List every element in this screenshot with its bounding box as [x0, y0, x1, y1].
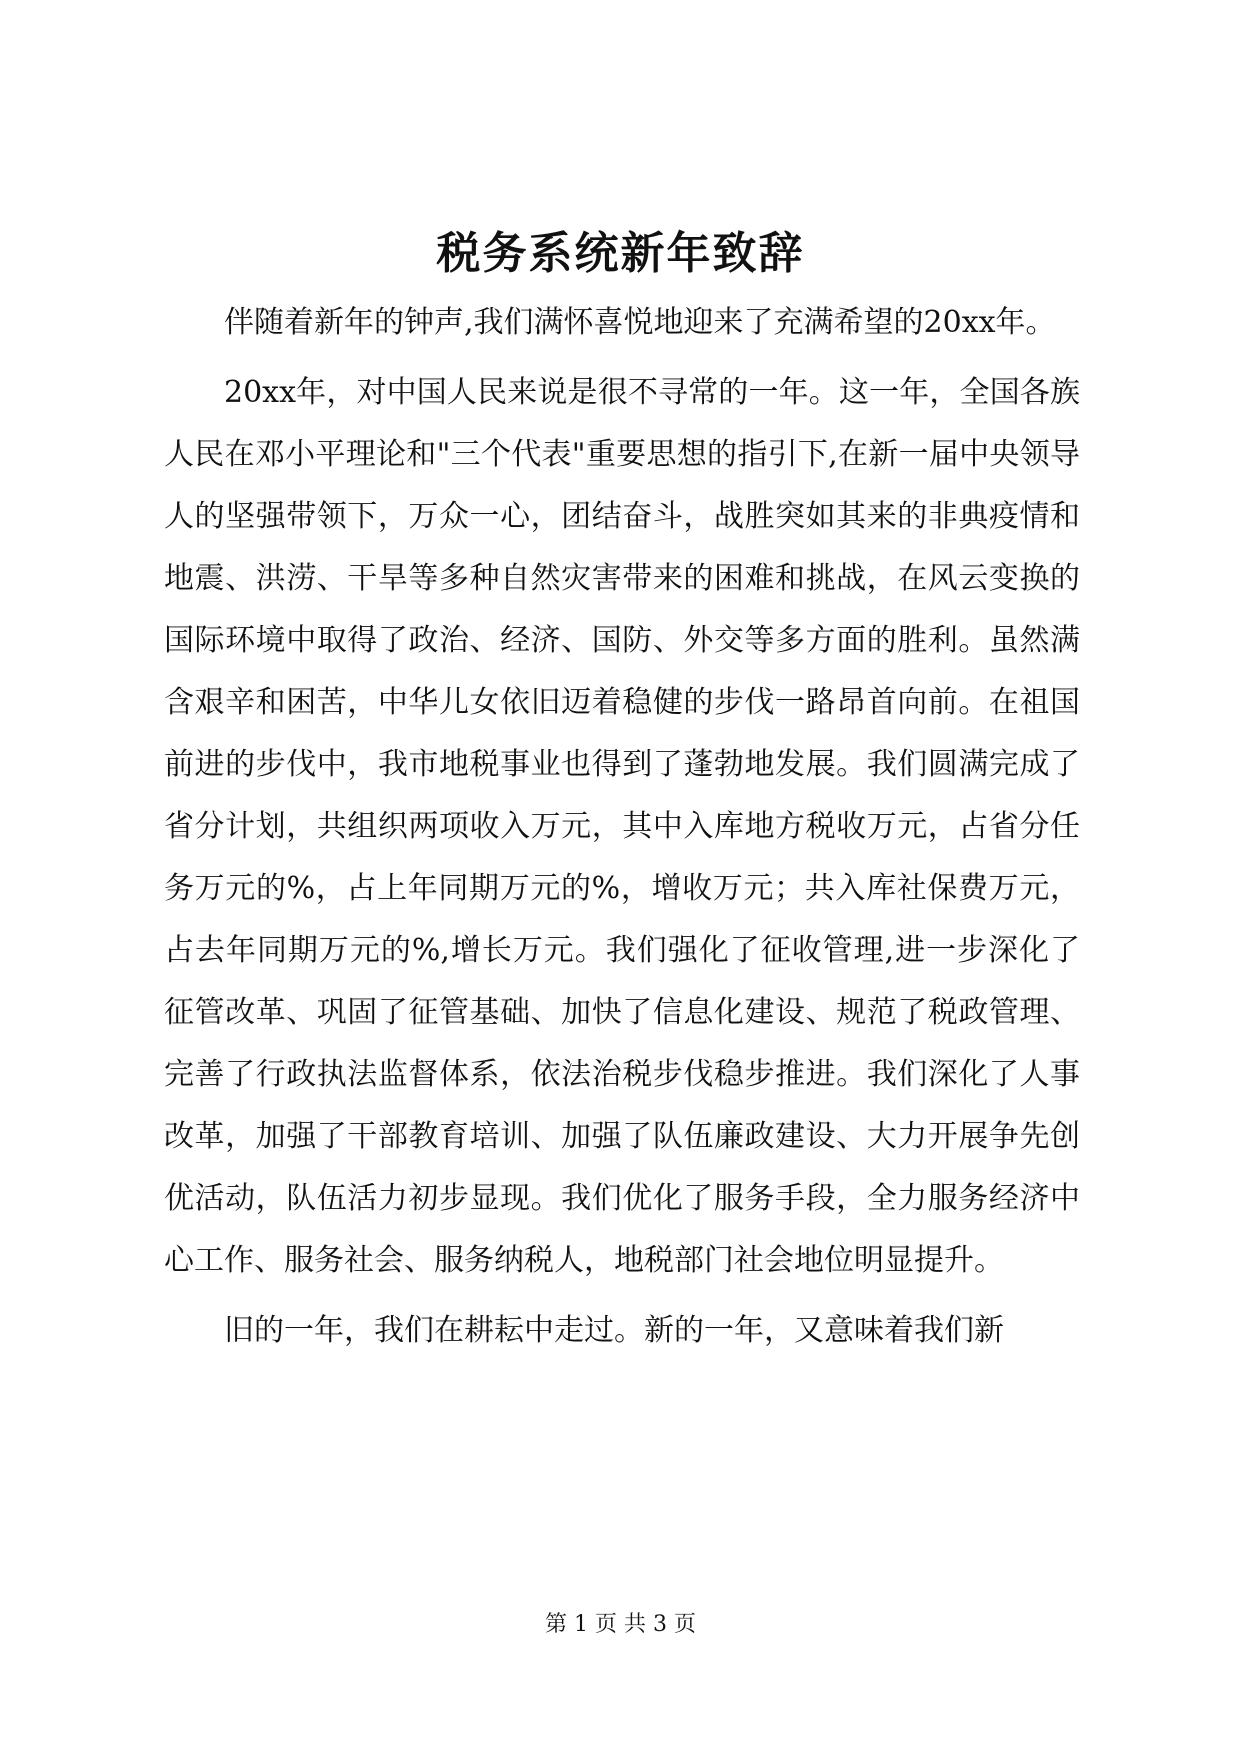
document-title: 税务系统新年致辞 — [436, 228, 805, 279]
page-number-footer: 第 1 页 共 3 页 — [545, 1612, 696, 1637]
paragraph-2: 20xx年，对中国人民来说是很不寻常的一年。这一年，全国各族人民在邓小平理论和"三个代表"重要思想的指引下,在新一届中央领导人的坚强带领下，万众一心，团结奋斗，战胜突如其来的非典疫情和地震、洪涝、干旱等多种自然灾害带来的困难和挑战，在风云变换的国际环境中取得了政治、经济、国防、外交等多方面的胜利。虽然满含艰辛和困苦，中华儿女依旧迈着稳健的步伐一路昂首向前。在祖国前进的步伐中，我市地税事业也得到了蓬勃地发展。我们圆满完成了省分计划，共组织两项收入万元，其中入库地方税收万元，占省分任务万元的%，占上年同期万元的%，增收万元；共入库社保费万元，占去年同期万元的%,增长万元。我们强化了征收管理,进一步深化了征管改革、巩固了征管基础、加快了信息化建设、规范了税政管理、完善了行政执法监督体系，依法治税步伐稳步推进。我们深化了人事改革，加强了干部教育培训、加强了队伍廉政建设、大力开展争先创优活动，队伍活力初步显现。我们优化了服务手段，全力服务经济中心工作、服务社会、服务纳税人，地税部门社会地位明显提升。 — [164, 375, 1080, 1278]
paragraph-3: 旧的一年，我们在耕耘中走过。新的一年，又意味着我们新 — [224, 1313, 1004, 1348]
paragraph-1: 伴随着新年的钟声,我们满怀喜悦地迎来了充满希望的20xx年。 — [224, 305, 1056, 340]
document-body — [164, 292, 1080, 1370]
